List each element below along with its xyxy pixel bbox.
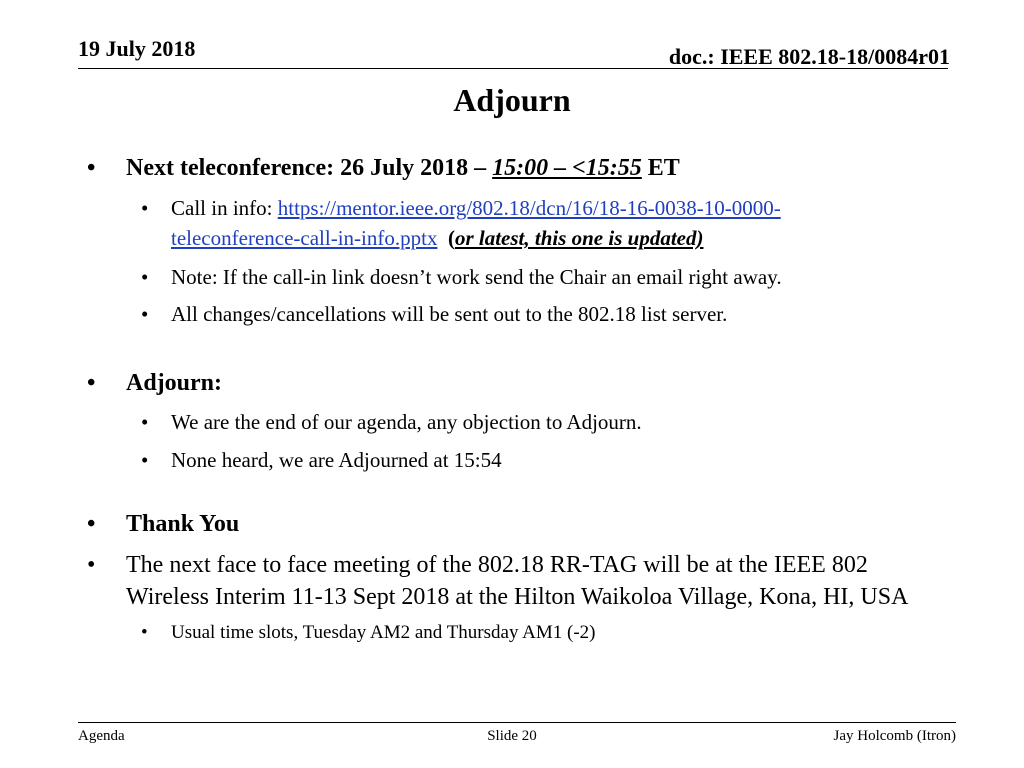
- header-doc-id: doc.: IEEE 802.18-18/0084r01: [668, 44, 950, 69]
- teleconf-time: 15:00 – <15:55: [492, 155, 642, 181]
- footer-slide-number: Slide 20: [487, 728, 537, 744]
- header-divider: [78, 68, 948, 69]
- bullet-thank-you: • Thank You: [126, 508, 986, 540]
- next-meeting-line1: The next face to face meeting of the 802.18 RR-TAG will be at the IEEE 802: [126, 552, 868, 578]
- call-in-link-line1: https://mentor.ieee.org/802.18/dcn/16/18-16-0038-10-0000-: [277, 196, 781, 220]
- header-date: 19 July 2018: [78, 36, 196, 61]
- next-meeting-line2: Wireless Interim 11-13 Sept 2018 at the Hilton Waikoloa Village, Kona, HI, USA: [126, 584, 909, 610]
- slide-title: Adjourn: [453, 82, 571, 118]
- bullet-changes: • All changes/cancellations will be sent out to the 802.18 list server.: [171, 299, 971, 329]
- bullet-note: • Note: If the call-in link doesn’t work send the Chair an email right away.: [171, 262, 971, 292]
- call-in-link-line2: teleconference-call-in-info.pptx: [171, 226, 438, 250]
- bullet-adjourn-item1: • We are the end of our agenda, any objection to Adjourn.: [171, 407, 971, 437]
- bullet-time-slots: • Usual time slots, Tuesday AM2 and Thursday AM1 (-2): [171, 618, 971, 648]
- footer-author: Jay Holcomb (Itron): [833, 728, 956, 744]
- teleconf-prefix: Next teleconference: 26 July 2018 –: [126, 155, 493, 181]
- bullet-adjourn-heading: • Adjourn:: [126, 367, 986, 399]
- teleconf-suffix: ET: [641, 155, 680, 181]
- bullet-adjourn-item2: • None heard, we are Adjourned at 15:54: [171, 445, 971, 475]
- bullet-next-teleconference: [126, 152, 986, 184]
- footer-divider: [78, 722, 956, 723]
- bullet-next-meeting: [126, 549, 986, 613]
- call-in-open-paren: (: [447, 226, 455, 250]
- footer-left-label: Agenda: [78, 728, 125, 744]
- call-in-prefix: Call in info:: [171, 196, 278, 220]
- call-in-updated-note: or latest, this one is updated): [454, 226, 704, 250]
- bullet-call-in-info: [171, 193, 971, 253]
